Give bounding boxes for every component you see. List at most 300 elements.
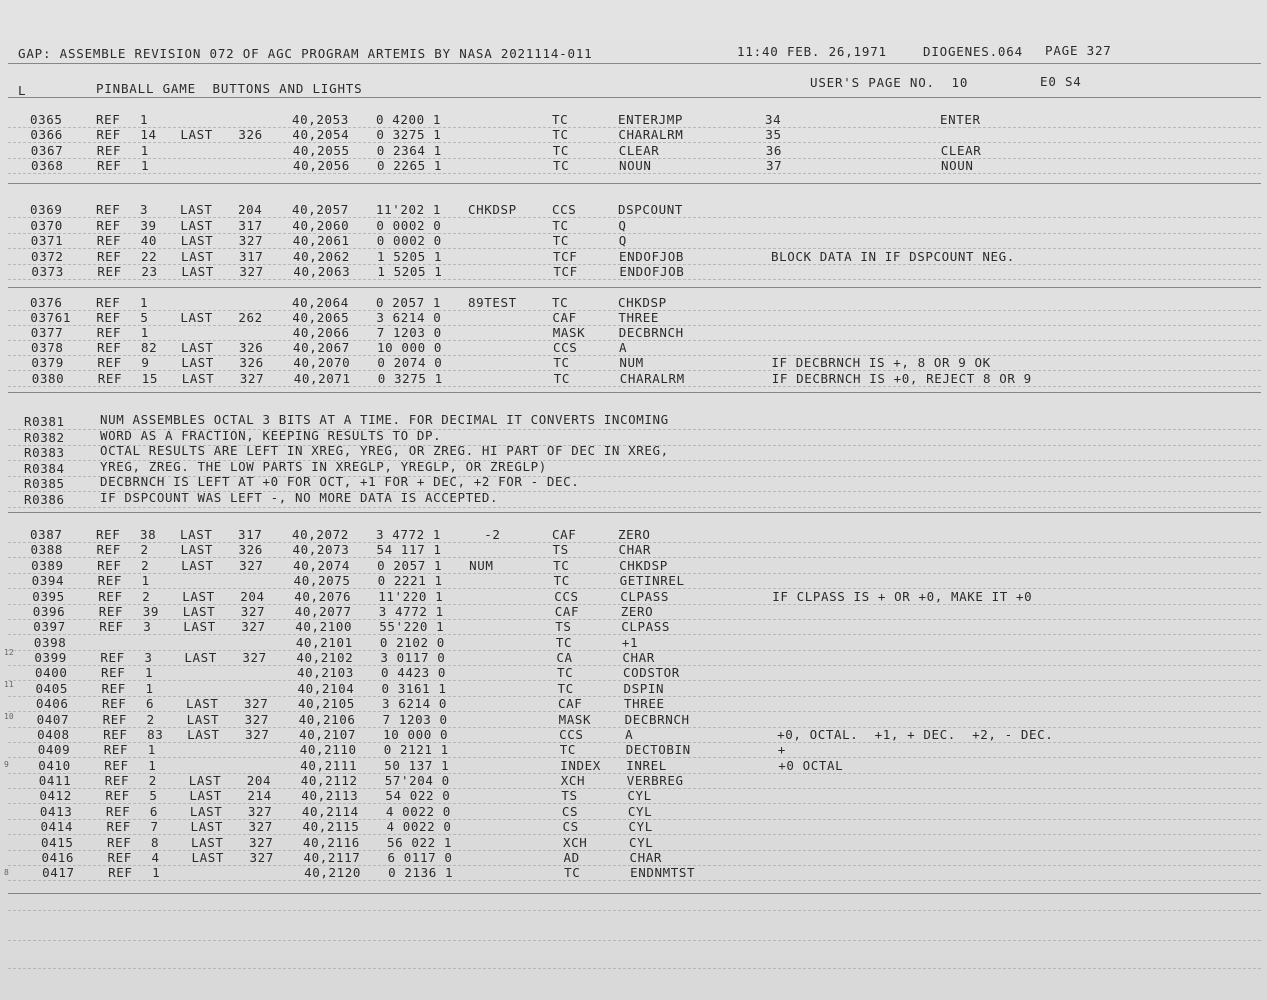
operand: ENDNMTST [630, 865, 696, 881]
ref-count: 82 [141, 340, 158, 356]
line-number: 0399 [34, 650, 67, 666]
operand: CHARALRM [619, 370, 685, 386]
ref-tag: REF [96, 310, 121, 326]
row-guide [8, 834, 1261, 835]
line-number: 0413 [39, 803, 73, 819]
octal-word: 0 2265 1 [377, 157, 443, 173]
opcode: TC [552, 127, 569, 143]
label: NUM [469, 557, 494, 573]
line-number: 0378 [31, 340, 64, 356]
octal-word: 3 0117 0 [380, 650, 446, 666]
sequence-number: 35 [765, 127, 782, 143]
operand: ZERO [620, 603, 654, 619]
ref-count: 1 [148, 757, 157, 773]
ref-count: 6 [149, 803, 159, 819]
row-guide [8, 757, 1261, 758]
row-guide [8, 696, 1261, 697]
address: 40,2072 [292, 527, 349, 542]
opcode: TC [559, 742, 576, 758]
opcode: XCH [563, 834, 588, 850]
operand: CLPASS [620, 588, 669, 604]
ref-count: 23 [141, 264, 158, 280]
line-number: 0411 [38, 773, 72, 789]
remark-text: WORD AS A FRACTION, KEEPING RESULTS TO DP. [100, 427, 442, 443]
row-guide [8, 819, 1261, 820]
line-number: 0366 [30, 127, 63, 143]
row-guide [8, 542, 1261, 543]
opcode: TC [564, 865, 581, 881]
line-number: 0387 [30, 527, 63, 542]
octal-word: 0 2136 1 [388, 865, 454, 881]
opcode: MASK [552, 325, 586, 341]
address: 40,2056 [293, 157, 350, 173]
opcode: TC [552, 142, 569, 158]
last-tag: LAST [191, 834, 224, 850]
last-page: 326 [239, 355, 264, 371]
line-number: 0394 [31, 573, 65, 589]
opcode: TC [552, 112, 569, 127]
octal-word: 0 3275 1 [377, 370, 443, 386]
octal-word: 3 6214 0 [382, 696, 448, 712]
line-number: 03761 [30, 310, 71, 326]
ref-tag: REF [97, 355, 122, 371]
ref-tag: REF [97, 557, 122, 573]
line-number: 0373 [31, 264, 64, 280]
ref-count: 2 [148, 773, 157, 789]
last-tag: LAST [189, 788, 222, 804]
address: 40,2075 [293, 573, 351, 589]
opcode: TS [555, 619, 572, 635]
row-guide [8, 865, 1261, 866]
row-guide [8, 880, 1261, 881]
operand: A [625, 726, 634, 742]
ref-tag: REF [102, 696, 127, 712]
address: 40,2053 [292, 112, 349, 127]
ref-tag: REF [96, 112, 121, 127]
remark-line-number: R0382 [24, 429, 65, 445]
octal-word: 54 022 0 [385, 788, 451, 804]
octal-word: 1 5205 1 [377, 248, 443, 264]
last-page: 326 [238, 542, 263, 558]
blank-guide [8, 910, 1261, 911]
line-number: 0376 [30, 295, 63, 310]
address: 40,2064 [292, 295, 349, 310]
opcode: CAF [552, 527, 577, 542]
ref-tag: REF [97, 248, 122, 264]
comment: IF DECBRNCH IS +0, REJECT 8 OR 9 [771, 370, 1032, 386]
ref-count: 1 [140, 295, 149, 310]
address: 40,2065 [292, 310, 350, 326]
sequence-number: 34 [765, 112, 782, 127]
address: 40,2106 [298, 711, 356, 727]
ref-count: 7 [150, 819, 159, 835]
last-tag: LAST [190, 819, 223, 835]
opcode: CS [562, 819, 579, 835]
last-page: 327 [241, 619, 266, 635]
line-number: 0408 [37, 726, 70, 742]
last-page: 317 [238, 527, 263, 542]
row-guide [8, 173, 1261, 174]
opcode: CA [556, 650, 573, 666]
last-tag: LAST [180, 233, 214, 249]
group-rule [8, 392, 1261, 393]
line-number: 0397 [33, 619, 66, 635]
last-tag: LAST [180, 310, 213, 326]
ref-tag: REF [96, 127, 121, 143]
address: 40,2107 [299, 726, 357, 742]
ref-count: 8 [151, 834, 160, 850]
last-page: 327 [242, 650, 267, 666]
ref-tag: REF [105, 788, 130, 804]
ref-tag: REF [96, 295, 121, 310]
last-tag: LAST [182, 603, 216, 619]
last-tag: LAST [180, 527, 213, 542]
operand: NOUN [619, 157, 652, 173]
octal-word: 6 0117 0 [387, 849, 453, 865]
ref-count: 39 [140, 217, 157, 233]
octal-word: 50 137 1 [384, 757, 450, 773]
comment: CLEAR [940, 142, 982, 158]
remark-text: NUM ASSEMBLES OCTAL 3 BITS AT A TIME. FOR DECIMAL IT CONVERTS INCOMING [100, 412, 669, 427]
ref-count: 2 [146, 711, 155, 727]
row-guide [8, 279, 1261, 280]
comment: +0, OCTAL. +1, + DEC. +2, - DEC. [777, 726, 1054, 742]
group-rule [8, 183, 1261, 184]
opcode: CCS [553, 340, 578, 356]
line-number: 0388 [30, 542, 64, 558]
operand: CYL [627, 788, 652, 804]
ref-tag: REF [97, 573, 123, 589]
line-number: 0398 [33, 634, 67, 650]
operand: CHAR [629, 849, 663, 865]
ref-count: 1 [144, 665, 154, 681]
octal-word: 10 000 0 [377, 340, 443, 356]
label: -2 [468, 527, 501, 542]
ref-count: 6 [146, 696, 155, 712]
ref-count: 5 [149, 788, 158, 804]
line-number: 0377 [30, 325, 64, 341]
margin-mark: 8 [4, 868, 9, 877]
last-page: 327 [240, 603, 266, 619]
octal-word: 3 4772 1 [378, 603, 444, 619]
last-page: 327 [249, 849, 274, 865]
ref-count: 1 [140, 112, 149, 127]
line-number: 0368 [31, 157, 64, 173]
ref-count: 2 [142, 588, 151, 604]
row-guide [8, 127, 1261, 128]
address: 40,2076 [294, 588, 352, 604]
opcode: TC [552, 295, 569, 310]
last-page: 327 [248, 819, 273, 835]
line-number: 0407 [36, 711, 70, 727]
ref-tag: REF [107, 849, 132, 865]
opcode: CAF [554, 603, 580, 619]
row-guide [8, 711, 1261, 712]
line-number: 0380 [31, 370, 65, 386]
opcode: TC [553, 557, 570, 573]
last-tag: LAST [181, 340, 214, 356]
ref-count: 3 [144, 650, 153, 666]
line-number: 0379 [31, 355, 64, 371]
ref-tag: REF [103, 742, 129, 758]
ref-tag: REF [100, 665, 126, 681]
line-number: 0412 [39, 788, 72, 804]
last-page: 327 [239, 370, 265, 386]
ref-count: 4 [151, 849, 160, 865]
last-tag: LAST [187, 726, 220, 742]
line-number: 0396 [32, 603, 66, 619]
operand: ENDOFJOB [619, 264, 685, 280]
opcode: TCF [553, 264, 578, 280]
opcode: TC [553, 370, 571, 386]
blank-guide [8, 968, 1261, 969]
row-guide [8, 142, 1261, 143]
address: 40,2070 [293, 355, 351, 371]
row-guide [8, 217, 1261, 218]
ref-tag: REF [97, 157, 122, 173]
ref-tag: REF [100, 650, 125, 666]
address: 40,2073 [292, 542, 350, 558]
octal-word: 11'220 1 [378, 588, 444, 604]
opcode: TC [552, 233, 569, 249]
remark-line-number: R0384 [24, 460, 65, 476]
opcode: TC [556, 665, 574, 681]
last-page: 204 [238, 202, 263, 217]
last-tag: LAST [183, 619, 216, 635]
ref-count: 9 [141, 355, 150, 371]
last-page: 214 [247, 788, 272, 804]
row-guide [8, 386, 1261, 387]
octal-word: 0 2121 1 [383, 742, 449, 758]
operand: ENTERJMP [618, 112, 684, 127]
row-guide [8, 370, 1261, 371]
opcode: CCS [552, 202, 577, 217]
address: 40,2116 [303, 834, 360, 850]
comment: + [777, 742, 786, 758]
octal-word: 0 2221 1 [377, 573, 443, 589]
octal-word: 7 1203 0 [376, 325, 442, 341]
last-page: 327 [247, 803, 273, 819]
row-guide [8, 742, 1261, 743]
row-guide [8, 650, 1261, 651]
ref-tag: REF [107, 834, 132, 850]
ref-count: 14 [140, 127, 157, 143]
last-page: 262 [238, 310, 263, 326]
operand: DECTOBIN [625, 742, 691, 758]
row-guide [8, 445, 1261, 446]
row-guide [8, 588, 1261, 589]
address: 40,2057 [292, 202, 349, 217]
section-title: PINBALL GAME BUTTONS AND LIGHTS [96, 81, 363, 96]
operand: CHKDSP [619, 557, 668, 573]
ref-tag: REF [96, 527, 121, 542]
operand: DSPIN [623, 680, 665, 696]
address: 40,2114 [301, 803, 359, 819]
line-number: 0395 [32, 588, 65, 604]
octal-word: 0 2074 0 [377, 355, 443, 371]
last-tag: LAST [180, 127, 213, 143]
octal-word: 0 3161 1 [381, 680, 447, 696]
section-rule [8, 97, 1261, 98]
blank-guide [8, 940, 1261, 941]
remarks-rule [8, 512, 1261, 513]
octal-word: 56 022 1 [387, 834, 453, 850]
station-id: DIOGENES.064 [923, 44, 1023, 59]
octal-word: 0 0002 0 [376, 217, 442, 233]
octal-word: 55'220 1 [379, 619, 445, 635]
row-guide [8, 429, 1261, 430]
ref-count: 2 [140, 542, 149, 558]
ref-tag: REF [98, 588, 123, 604]
row-guide [8, 355, 1261, 356]
ref-count: 1 [145, 680, 154, 696]
row-guide [8, 773, 1261, 774]
address: 40,2117 [303, 849, 361, 865]
remark-line-number: R0386 [24, 491, 65, 507]
last-page: 204 [246, 773, 272, 789]
ref-tag: REF [103, 726, 128, 742]
operand: CHKDSP [618, 295, 667, 310]
ref-tag: REF [96, 217, 121, 233]
octal-word: 0 2057 1 [377, 557, 443, 573]
operand: CYL [627, 803, 653, 819]
comment: IF CLPASS IS + OR +0, MAKE IT +0 [772, 588, 1033, 604]
octal-word: 54 117 1 [376, 542, 442, 558]
remark-line-number: R0385 [24, 476, 65, 491]
ref-count: 5 [140, 310, 149, 326]
ref-tag: REF [106, 819, 131, 835]
line-number: 0417 [42, 865, 75, 881]
address: 40,2111 [300, 757, 358, 773]
ref-tag: REF [104, 773, 130, 789]
remark-line-number: R0383 [24, 445, 65, 460]
operand: +1 [621, 634, 639, 650]
opcode: TC [553, 573, 570, 589]
octal-word: 0 4200 1 [376, 112, 442, 127]
ref-count: 3 [140, 202, 149, 217]
listing-title: GAP: ASSEMBLE REVISION 072 OF AGC PROGRAM ARTEMIS BY NASA 2021114-011 [18, 46, 593, 61]
label: CHKDSP [468, 202, 517, 217]
operand: CHAR [622, 650, 655, 666]
ref-count: 1 [141, 573, 150, 589]
ref-tag: REF [96, 142, 122, 158]
ref-tag: REF [96, 325, 122, 341]
address: 40,2062 [293, 248, 350, 264]
address: 40,2112 [300, 773, 358, 789]
opcode: CS [561, 803, 579, 819]
group-rule [8, 893, 1261, 894]
opcode: TC [553, 355, 570, 371]
row-guide [8, 325, 1261, 326]
page-number: PAGE 327 [1045, 43, 1112, 58]
octal-word: 0 0002 0 [376, 233, 442, 249]
last-page: 327 [238, 233, 264, 249]
address: 40,2101 [295, 634, 353, 650]
remark-text: OCTAL RESULTS ARE LEFT IN XREG, YREG, OR ZREG. HI PART OF DEC IN XREG, [100, 443, 669, 458]
ref-tag: REF [102, 711, 127, 727]
last-page: 326 [238, 127, 263, 143]
opcode: CCS [559, 726, 584, 742]
last-tag: LAST [186, 711, 220, 727]
ref-tag: REF [104, 757, 129, 773]
address: 40,2115 [302, 819, 360, 835]
row-guide [8, 264, 1261, 265]
last-page: 327 [244, 711, 269, 727]
row-guide [8, 850, 1261, 851]
ref-count: 2 [141, 557, 150, 573]
ref-tag: REF [97, 370, 123, 386]
line-number: 0389 [31, 557, 64, 573]
row-guide [8, 619, 1261, 620]
address: 40,2102 [296, 650, 354, 666]
line-number: 0415 [41, 834, 74, 850]
line-number: 0371 [30, 233, 64, 249]
address: 40,2067 [293, 340, 350, 356]
line-number: 0372 [31, 248, 64, 264]
last-tag: LAST [182, 588, 215, 604]
ref-count: 3 [143, 619, 152, 635]
comment: ENTER [940, 112, 981, 127]
octal-word: 57'204 0 [384, 773, 450, 789]
last-tag: LAST [181, 370, 215, 386]
octal-word: 1 5205 1 [377, 264, 443, 280]
ref-tag: REF [98, 603, 124, 619]
last-page: 317 [239, 248, 264, 264]
address: 40,2110 [299, 742, 357, 758]
ref-tag: REF [105, 803, 131, 819]
last-page: 204 [240, 588, 265, 604]
octal-word: 0 2364 1 [376, 142, 442, 158]
operand: CYL [628, 819, 653, 835]
last-tag: LAST [180, 542, 214, 558]
ref-count: 1 [141, 157, 150, 173]
ref-count: 22 [141, 248, 158, 264]
header-rule [8, 63, 1261, 64]
operand: CLPASS [621, 619, 671, 635]
operand: DSPCOUNT [618, 202, 684, 217]
line-number: 0369 [30, 202, 63, 217]
last-page: 327 [239, 557, 264, 573]
operand: ENDOFJOB [619, 248, 685, 264]
row-guide [8, 340, 1261, 341]
operand: CODSTOR [622, 665, 680, 681]
last-tag: LAST [188, 773, 222, 789]
row-guide [8, 604, 1261, 605]
address: 40,2063 [293, 264, 351, 280]
octal-word: 3 6214 0 [376, 310, 442, 326]
line-number: 0410 [38, 757, 71, 773]
users-page-number: USER'S PAGE NO. 10 [810, 75, 969, 90]
margin-mark: 9 [4, 760, 9, 769]
opcode: CAF [552, 310, 577, 326]
address: 40,2113 [301, 788, 359, 804]
octal-word: 0 2057 1 [376, 295, 442, 310]
label: 89TEST [468, 295, 517, 310]
row-guide [8, 158, 1261, 159]
remark-text: YREG, ZREG. THE LOW PARTS IN XREGLP, YREGLP, OR ZREGLP) [100, 458, 547, 474]
opcode: MASK [558, 711, 592, 727]
operand: CHARALRM [618, 127, 684, 143]
line-number: 0416 [41, 849, 75, 865]
sequence-number: 36 [765, 142, 782, 158]
operand: CHAR [618, 542, 652, 558]
address: 40,2066 [292, 325, 350, 341]
ref-count: 40 [140, 233, 157, 249]
operand: A [619, 340, 628, 356]
last-tag: LAST [181, 248, 214, 264]
line-number: 0414 [40, 819, 73, 835]
ref-count: 1 [147, 742, 156, 758]
